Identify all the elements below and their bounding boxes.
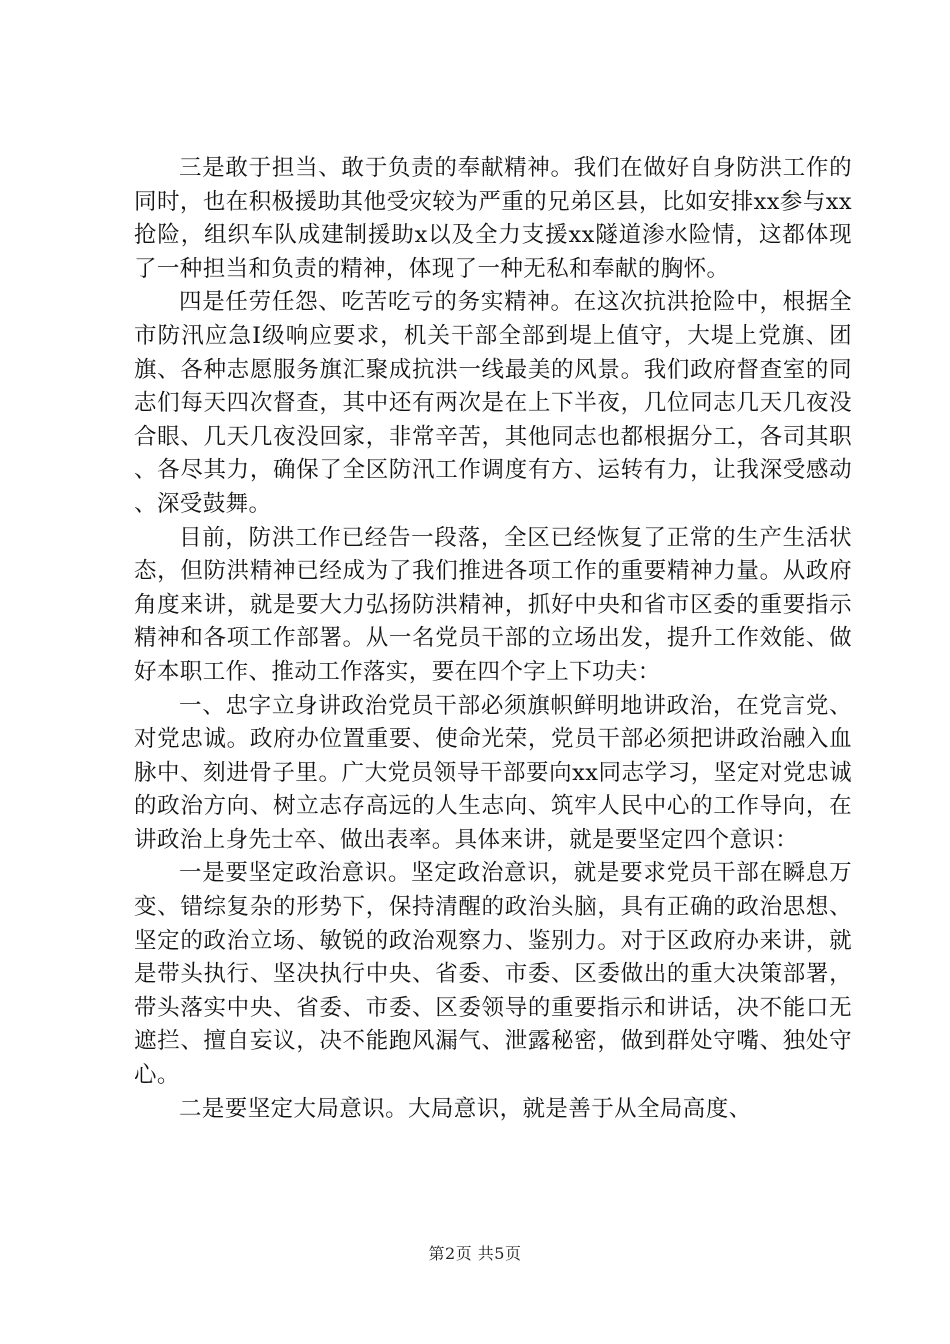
paragraph-current-status: 目前，防洪工作已经告一段落，全区已经恢复了正常的生产生活状态，但防洪精神已经成为了我们推进各项工作的重要精神力量。从政府角度来讲，就是要大力弘扬防洪精神，抓好中央和省市区委的重要指示精神和各项工作部署。从一名党员干部的立场出发，提升工作效能、做好本职工作、推动工作落实，要在四个字上下功夫： bbox=[134, 524, 852, 685]
paragraph-spirit-three: 三是敢于担当、敢于负责的奉献精神。我们在做好自身防洪工作的同时，也在积极援助其他受灾较为严重的兄弟区县，比如安排xx参与xx抢险，组织车队成建制援助x以及全力支援xx隧道渗水险情，这都体现了一种担当和负责的精神，体现了一种无私和奉献的胸怀。 bbox=[134, 155, 852, 282]
page-number-footer: 第2页 共5页 bbox=[428, 1244, 522, 1263]
paragraph-overall-awareness: 二是要坚定大局意识。大局意识，就是善于从全局高度、 bbox=[179, 1095, 752, 1122]
paragraph-loyalty-politics: 一、忠字立身讲政治党员干部必须旗帜鲜明地讲政治，在党言党、对党忠诚。政府办位置重要、使命光荣，党员干部必须把讲政治融入血脉中、刻进骨子里。广大党员领导干部要向xx同志学习，坚定对党忠诚的政治方向、树立志存高远的人生志向、筑牢人民中心的工作导向，在讲政治上身先士卒、做出表率。具体来讲，就是要坚定四个意识： bbox=[134, 692, 852, 853]
document-body bbox=[134, 152, 852, 1126]
paragraph-political-awareness: 一是要坚定政治意识。坚定政治意识，就是要求党员干部在瞬息万变、错综复杂的形势下，保持清醒的政治头脑，具有正确的政治思想、坚定的政治立场、敏锐的政治观察力、鉴别力。对于区政府办来讲，就是带头执行、坚决执行中央、省委、市委、区委做出的重大决策部署，带头落实中央、省委、市委、区委领导的重要指示和讲话，决不能口无遮拦、擅自妄议，决不能跑风漏气、泄露秘密，做到群处守嘴、独处守心。 bbox=[134, 860, 852, 1089]
paragraph-spirit-four: 四是任劳任怨、吃苦吃亏的务实精神。在这次抗洪抢险中，根据全市防汛应急Ⅰ级响应要求，机关干部全部到堤上值守，大堤上党旗、团旗、各种志愿服务旗汇聚成抗洪一线最美的风景。我们政府督查室的同志们每天四次督查，其中还有两次是在上下半夜，几位同志几天几夜没合眼、几天几夜没回家，非常辛苦，其他同志也都根据分工，各司其职、各尽其力，确保了全区防汛工作调度有方、运转有力，让我深受感动、深受鼓舞。 bbox=[134, 289, 852, 517]
